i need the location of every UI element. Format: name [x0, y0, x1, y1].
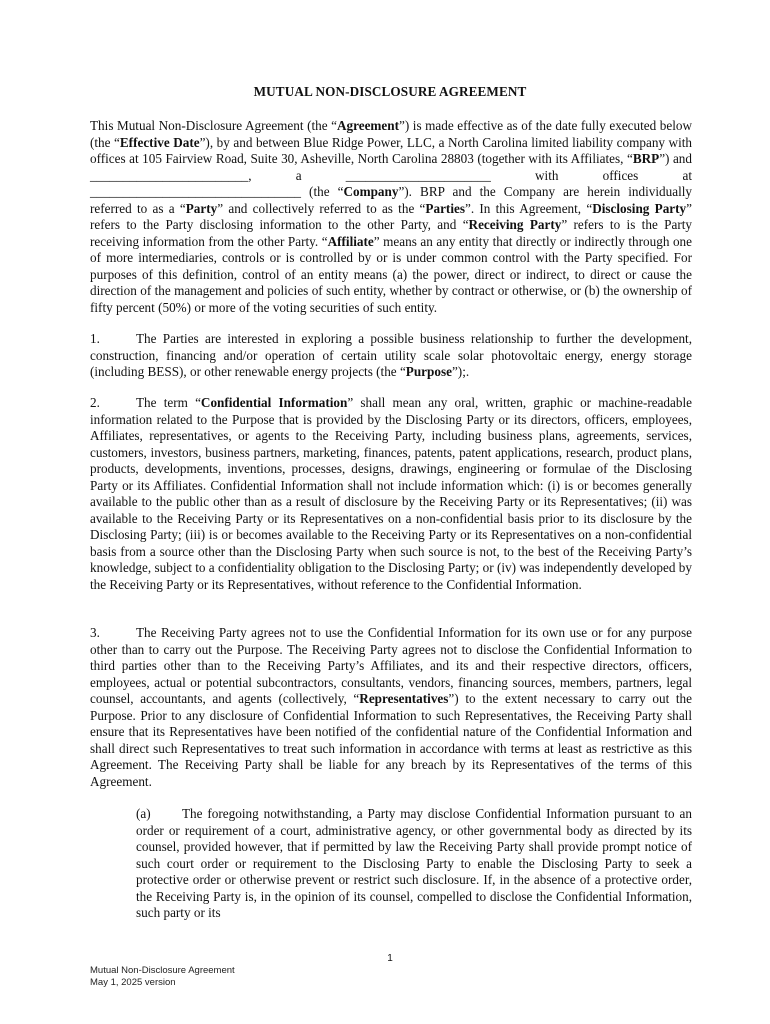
intro-paragraph	[90, 118, 692, 316]
subsection-a	[90, 806, 692, 922]
defined-term: BRP	[632, 151, 660, 166]
defined-term: Receiving Party	[468, 217, 562, 232]
defined-term: Party	[185, 200, 218, 216]
intro-text: This Mutual Non-Disclosure Agreement (the “Agreement”) is made effective as of the date fully executed below (the “Effective Date”), by and between Blue Ridge Power, LLC, a North Carolina limited liability company with offices at 105 Fairview Road, Suite 30, Asheville, North Carolina 28803 (together with its Affiliates, “BRP”) and ________________________, a ______________________ with offices at ________________________________ (the “Company”). BRP and the Company are herein individually referred to as a “Party” and collectively referred to as the “Parties”. In this Agreement, “Disclosing Party” refers to the Party disclosing information to the other Party, and “Receiving Party” refers to is the Party receiving information from the other Party. “Affiliate” means an any entity that directly or indirectly through one of more intermediaries, controls or is controlled by or is under common control with the Party specified. For purposes of this definition, control of an entity means (a) the power, direct or indirect, to direct or cause the direction of the management and policies of such entity, whether by contract or otherwise, or (b) the ownership of fifty percent (50%) or more of the voting securities of such entity.	[90, 118, 693, 315]
section-1	[90, 331, 692, 381]
defined-term: Effective Date	[119, 134, 200, 150]
page-number: 1	[387, 953, 393, 964]
footer-version: May 1, 2025 version	[90, 977, 176, 988]
defined-term: Agreement	[336, 118, 399, 133]
section-number: 3.	[90, 625, 100, 640]
footer-title: Mutual Non-Disclosure Agreement	[90, 965, 235, 976]
defined-term: Parties	[425, 200, 465, 216]
section-text: The Parties are interested in exploring a possible business relationship to further the development, construction, financing and/or operation of certain utility scale solar photovoltaic energy, energy storage (including BESS), or other renewable energy projects (the “Purpose”);.	[90, 331, 692, 379]
subsection-number: (a)	[136, 806, 151, 821]
defined-term: Representatives	[359, 691, 449, 706]
section-number: 1.	[90, 331, 100, 346]
section-3	[90, 625, 692, 790]
section-text: The term “Confidential Information” shall mean any oral, written, graphic or machine-readable information related to the Purpose that is provided by the Disclosing Party or its directors, officers, employees, Affiliates, representatives, or agents to the Receiving Party, including business plans, agreements, services, customers, investors, business partners, marketing, finances, patents, patent applications, research, product plans, products, developments, inventions, processes, designs, drawings, engineering or formulae of the Disclosing Party or its Affiliates. Confidential Information shall not include information which: (i) is or becomes generally available to the public other than as a result of disclosure by the Receiving Party or its Representatives; (ii) was available to the Receiving Party or its Representatives on a non-confidential basis prior to its disclosure by the Disclosing Party; (iii) is or becomes available to the Receiving Party or its Representatives on a non-confidential basis from a source other than the Disclosing Party when such source is not, to the best of the Receiving Party’s knowledge, subject to a confidentiality obligation to the Disclosing Party; or (iv) was independently developed by the Receiving Party or its Representatives, without reference to the Confidential Information.	[90, 395, 692, 592]
section-text: The Receiving Party agrees not to use the Confidential Information for its own use or for any purpose other than to carry out the Purpose. The Receiving Party agrees not to disclose the Confidential Information to third parties other than to the Receiving Party’s Affiliates, and its and their respective directors, officers, employees, actual or potential subcontractors, consultants, vendors, financing sources, members, partners, legal counsel, accountants, and agents (collectively, “Representatives”) to the extent necessary to carry out the Purpose. Prior to any disclosure of Confidential Information to such Representatives, the Receiving Party shall ensure that its Representatives have been notified of the confidential nature of the Confidential Information and shall direct such Representatives to treat such information in accordance with terms at least as restrictive as this Agreement. The Receiving Party shall be liable for any breach by its Representatives of the terms of this Agreement.	[90, 625, 692, 789]
defined-term: Purpose	[405, 364, 452, 379]
defined-term: Disclosing Party	[592, 200, 687, 216]
subsection-text: The foregoing notwithstanding, a Party may disclose Confidential Information pursuant to an order or requirement of a court, administrative agency, or other governmental body as directed by its counsel, provided however, that if permitted by law the Receiving Party shall provide prompt notice of such court order or requirement to the Disclosing Party to enable the Disclosing Party to seek a protective order or otherwise prevent or restrict such disclosure. If, in the absence of a protective order, the Receiving Party is, in the opinion of its counsel, compelled to disclose the Confidential Information, such party or its	[136, 806, 692, 920]
defined-term: Affiliate	[327, 233, 374, 249]
document-title: MUTUAL NON-DISCLOSURE AGREEMENT	[253, 84, 527, 99]
defined-term: Confidential Information	[200, 395, 348, 410]
page-footer	[90, 965, 235, 989]
defined-term: Company	[343, 184, 399, 199]
section-number: 2.	[90, 395, 100, 410]
section-2	[90, 395, 692, 593]
